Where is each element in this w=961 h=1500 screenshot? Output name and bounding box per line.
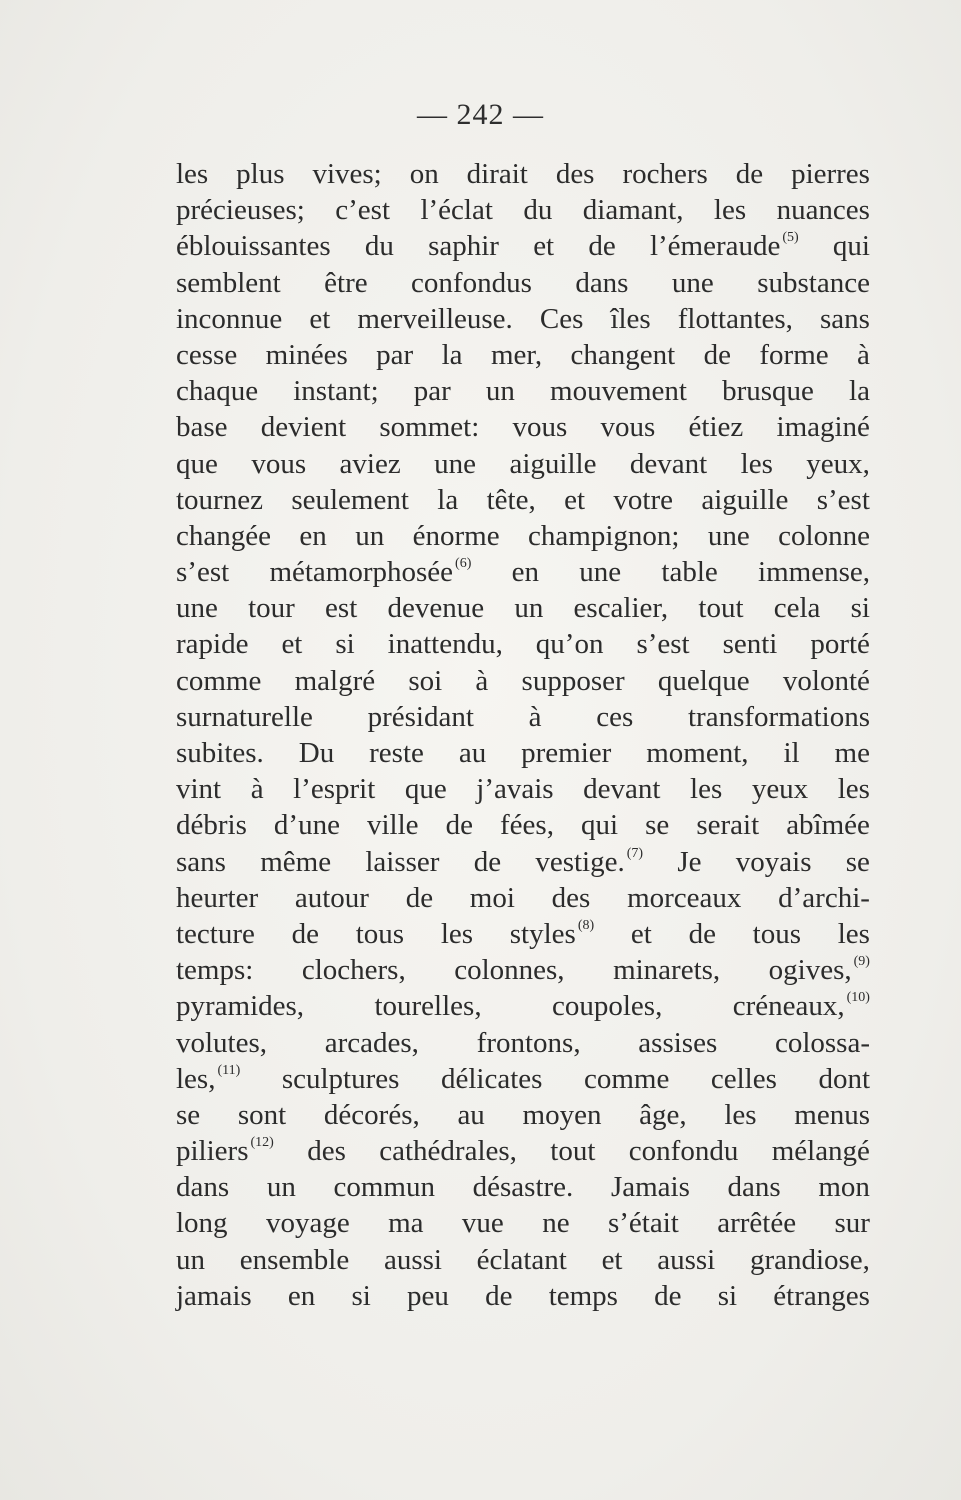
word: l’émeraude $^{(5)}$	[649, 230, 799, 263]
word: tout	[550, 1135, 596, 1168]
word: tourelles,	[374, 990, 482, 1023]
word: de	[445, 809, 473, 842]
word: aussi	[383, 1243, 442, 1276]
word: ogives, $^{(9)}$	[768, 954, 870, 987]
word: porté	[810, 628, 870, 661]
word: un	[485, 375, 515, 408]
word: se	[645, 809, 670, 842]
word: de	[485, 1279, 513, 1312]
word: temps	[548, 1279, 618, 1312]
word: des	[555, 158, 595, 190]
word: commun	[333, 1171, 435, 1204]
text-line	[176, 409, 870, 445]
word: inattendu,	[387, 628, 503, 661]
word: peu	[407, 1279, 449, 1312]
text-line	[176, 1169, 870, 1205]
word: et	[630, 917, 652, 950]
word: j’avais	[476, 773, 554, 806]
text-line	[176, 988, 870, 1024]
word: diamant,	[582, 194, 684, 227]
word: et	[601, 1243, 623, 1276]
word: qu’on	[535, 628, 604, 661]
text-line	[176, 1278, 870, 1314]
word: comme	[583, 1062, 670, 1095]
text-line	[176, 807, 870, 843]
word: arrêtée	[717, 1207, 797, 1240]
word: aussi	[657, 1243, 716, 1276]
word: comme	[176, 664, 262, 697]
text-line	[176, 228, 870, 264]
text-line	[176, 663, 870, 699]
word: supposer	[521, 664, 625, 697]
text-line	[176, 482, 870, 518]
text-line	[176, 373, 870, 409]
word: abîmée	[786, 809, 870, 842]
word: transformations	[687, 700, 870, 733]
word: premier	[521, 737, 612, 769]
word: îles	[610, 302, 651, 335]
word: escalier,	[573, 592, 669, 625]
word: temps:	[176, 954, 254, 987]
word: reste	[369, 737, 424, 769]
word: à	[250, 773, 264, 806]
word: et	[309, 302, 331, 335]
word: les	[713, 194, 747, 227]
word: aviez	[339, 447, 401, 480]
word: champignon;	[528, 519, 680, 552]
word: éblouissantes	[176, 230, 331, 263]
footnote-marker: (11)	[217, 1062, 241, 1078]
word: semblent	[176, 266, 281, 299]
word: éclatant	[476, 1243, 567, 1276]
word: volutes,	[176, 1026, 268, 1059]
word: mon	[818, 1171, 870, 1204]
word: frontons,	[476, 1026, 581, 1059]
word: aiguille	[701, 483, 789, 516]
word: si	[335, 628, 355, 661]
word: à	[857, 338, 870, 371]
word: menus	[794, 1098, 870, 1131]
word: imaginé	[776, 411, 870, 444]
word: celles	[710, 1062, 777, 1095]
word: tecture	[176, 917, 255, 950]
word: débris	[176, 809, 247, 842]
word: se	[176, 1098, 201, 1131]
word: inconnue	[176, 302, 283, 335]
word: les	[690, 773, 723, 806]
word: ma	[388, 1207, 424, 1240]
word: de	[688, 917, 716, 950]
word: dans	[176, 1171, 230, 1204]
text-line	[176, 590, 870, 626]
word: ne	[542, 1207, 570, 1240]
word: flottantes,	[677, 302, 793, 335]
word: nuances	[776, 194, 870, 227]
word: énorme	[412, 519, 500, 552]
word: les, $^{(11)}$	[176, 1062, 241, 1095]
word: de	[473, 845, 502, 878]
word: au	[457, 1098, 485, 1131]
word: de	[735, 158, 764, 190]
word: si	[850, 592, 870, 625]
word: se	[845, 845, 870, 878]
word: des	[307, 1135, 346, 1168]
word: autour	[294, 881, 369, 914]
text-line	[176, 518, 870, 554]
word: l’éclat	[420, 194, 493, 227]
word: la	[437, 483, 459, 516]
word: d’archi-	[778, 881, 870, 914]
word: précieuses;	[176, 194, 305, 227]
word: et	[281, 628, 303, 661]
word: substance	[757, 266, 870, 299]
text-line	[176, 1025, 870, 1061]
word: décorés,	[323, 1098, 420, 1131]
word: d’une	[273, 809, 340, 842]
word: aiguille	[509, 447, 597, 480]
word: jamais	[176, 1279, 252, 1312]
word: ville	[367, 809, 419, 842]
word: colossa-	[774, 1026, 870, 1059]
word: seulement	[291, 483, 409, 516]
word: c’est	[335, 194, 391, 227]
word: Je	[677, 845, 702, 878]
word: saphir	[428, 230, 499, 263]
word: grandiose,	[749, 1243, 870, 1276]
word: les	[440, 917, 474, 950]
word: subites.	[176, 737, 264, 769]
word: colonne	[778, 519, 870, 552]
word: moment,	[646, 737, 749, 769]
word: un	[176, 1243, 205, 1276]
text-line	[176, 880, 870, 916]
word: yeux,	[806, 447, 870, 480]
word: soi	[408, 664, 443, 697]
text-line	[176, 844, 870, 880]
footnote-marker: (6)	[455, 556, 472, 572]
word: dirait	[466, 158, 528, 190]
footnote-marker: (9)	[853, 954, 870, 970]
word: si	[351, 1279, 371, 1312]
word: dont	[818, 1062, 870, 1095]
word: tour	[248, 592, 295, 625]
word: mouvement	[550, 375, 687, 408]
word: la	[849, 375, 870, 408]
word: moyen	[522, 1098, 602, 1131]
word: les	[176, 158, 209, 190]
word: une	[434, 447, 477, 480]
word: brusque	[722, 375, 814, 408]
word: colonnes,	[454, 954, 565, 987]
word: à	[475, 664, 489, 697]
word: du	[523, 194, 553, 227]
word: les	[837, 917, 870, 950]
word: et	[533, 230, 555, 263]
word: arcades,	[324, 1026, 419, 1059]
word: en	[287, 1279, 316, 1312]
word: de	[291, 917, 319, 950]
word: devient	[260, 411, 347, 444]
word: sans	[176, 845, 226, 878]
word: une	[671, 266, 714, 299]
word: cela	[773, 592, 821, 625]
word: au	[458, 737, 487, 769]
word: sommet:	[379, 411, 480, 444]
word: à	[528, 700, 542, 733]
word: confondu	[628, 1135, 739, 1168]
word: si	[717, 1279, 738, 1312]
word: cathédrales,	[379, 1135, 517, 1168]
word: voyais	[735, 845, 812, 878]
word: que	[176, 447, 218, 480]
word: vint	[176, 773, 222, 806]
word: les	[740, 447, 773, 480]
word: piliers $^{(12)}$	[176, 1135, 274, 1168]
footnote-marker: (7)	[626, 845, 644, 861]
word: en	[511, 556, 540, 589]
text-line	[176, 554, 870, 590]
word: cesse	[176, 338, 238, 371]
word: tous	[752, 917, 802, 950]
word: étiez	[688, 411, 744, 444]
word: vous	[512, 411, 568, 444]
word: changée	[176, 519, 271, 552]
word: fées,	[500, 809, 554, 842]
word: une	[707, 519, 750, 552]
text-line	[176, 699, 870, 735]
word: de	[703, 338, 731, 371]
text-line	[176, 156, 870, 192]
word: pierres	[791, 158, 870, 190]
word: un	[514, 592, 544, 625]
word: confondus	[411, 266, 532, 299]
word: il	[783, 737, 800, 769]
word: dans	[575, 266, 629, 299]
text-line	[176, 1061, 870, 1097]
text-line	[176, 265, 870, 301]
word: présidant	[367, 700, 474, 733]
word: morceaux	[627, 881, 742, 914]
word: serait	[696, 809, 760, 842]
word: vives;	[312, 158, 382, 190]
word: table	[661, 556, 718, 589]
text-line	[176, 301, 870, 337]
word: s’est	[176, 556, 230, 589]
text-line	[176, 192, 870, 228]
word: les	[724, 1098, 757, 1131]
word: devenue	[387, 592, 485, 625]
word: vous	[251, 447, 307, 480]
word: instant;	[293, 375, 379, 408]
word: des	[551, 881, 591, 914]
word: plus	[236, 158, 285, 190]
word: tête,	[486, 483, 536, 516]
word: laisser	[365, 845, 440, 878]
word: senti	[722, 628, 778, 661]
word: yeux	[751, 773, 809, 806]
word: qui	[832, 230, 870, 263]
word: surnaturelle	[176, 700, 313, 733]
footnote-marker: (8)	[577, 917, 595, 933]
word: et	[564, 483, 586, 516]
word: voyage	[265, 1207, 350, 1240]
word: ensemble	[239, 1243, 350, 1276]
body-text	[176, 156, 870, 1314]
word: de	[654, 1279, 682, 1312]
word: sur	[834, 1207, 870, 1240]
text-line	[176, 1205, 870, 1241]
text-line	[176, 446, 870, 482]
word: minarets,	[613, 954, 721, 987]
word: même	[260, 845, 332, 878]
footnote-marker: (10)	[846, 990, 870, 1006]
word: être	[324, 266, 368, 299]
word: on	[409, 158, 439, 190]
word: délicates	[440, 1062, 543, 1095]
word: créneaux, $^{(10)}$	[732, 990, 870, 1023]
word: une	[579, 556, 622, 589]
word: votre	[613, 483, 673, 516]
word: la	[441, 338, 463, 371]
footnote-marker: (12)	[250, 1135, 274, 1151]
word: sont	[237, 1098, 287, 1131]
word: Du	[298, 737, 335, 769]
word: les	[837, 773, 870, 806]
word: mélangé	[771, 1135, 870, 1168]
word: par	[376, 338, 414, 371]
word: étranges	[773, 1279, 870, 1312]
word: rochers	[622, 158, 708, 190]
word: vue	[461, 1207, 504, 1240]
word: s’est	[816, 483, 870, 516]
word: de	[588, 230, 616, 263]
text-line	[176, 337, 870, 373]
text-line	[176, 1097, 870, 1133]
word: ces	[596, 700, 634, 733]
word: clochers,	[301, 954, 406, 987]
word: métamorphosée $^{(6)}$	[269, 556, 472, 589]
text-line	[176, 1242, 870, 1278]
word: malgré	[294, 664, 376, 697]
word: âge,	[639, 1098, 687, 1131]
word: merveilleuse.	[357, 302, 513, 335]
word: rapide	[176, 628, 249, 661]
word: en	[299, 519, 327, 552]
text-line	[176, 735, 870, 771]
text-line	[176, 916, 870, 952]
word: tournez	[176, 483, 263, 516]
word: chaque	[176, 375, 259, 408]
word: Jamais	[610, 1171, 690, 1204]
page-number: — 242 —	[417, 98, 544, 131]
word: base	[176, 411, 228, 444]
word: vous	[600, 411, 656, 444]
word: qui	[581, 809, 619, 842]
text-line	[176, 1133, 870, 1169]
text-line	[176, 626, 870, 662]
word: quelque	[657, 664, 750, 697]
footnote-marker: (5)	[782, 230, 799, 246]
word: Ces	[539, 302, 584, 335]
word: un	[266, 1171, 296, 1204]
word: tout	[698, 592, 744, 625]
word: moi	[469, 881, 515, 914]
word: changent	[570, 338, 676, 371]
word: tous	[355, 917, 405, 950]
word: long	[176, 1207, 228, 1240]
word: assises	[638, 1026, 718, 1059]
word: me	[834, 737, 870, 769]
word: une	[176, 592, 218, 625]
word: sculptures	[281, 1062, 400, 1095]
word: styles $^{(8)}$	[509, 917, 595, 950]
word: immense,	[758, 556, 870, 589]
text-line	[176, 952, 870, 988]
word: désastre.	[472, 1171, 574, 1204]
text-line	[176, 771, 870, 807]
word: de	[405, 881, 434, 914]
word: forme	[759, 338, 829, 371]
word: devant	[629, 447, 708, 480]
word: coupoles,	[551, 990, 663, 1023]
word: est	[325, 592, 358, 625]
word: pyramides,	[176, 990, 305, 1023]
word: s’était	[607, 1207, 679, 1240]
word: devant	[583, 773, 661, 806]
word: volonté	[782, 664, 870, 697]
word: un	[355, 519, 385, 552]
word: sans	[820, 302, 870, 335]
word: s’est	[636, 628, 690, 661]
word: vestige. $^{(7)}$	[535, 845, 644, 878]
word: l’esprit	[293, 773, 376, 806]
word: heurter	[176, 881, 259, 914]
word: que	[404, 773, 447, 806]
word: minées	[265, 338, 348, 371]
word: par	[413, 375, 451, 408]
word: dans	[727, 1171, 781, 1204]
word: mer,	[490, 338, 543, 371]
word: du	[364, 230, 394, 263]
